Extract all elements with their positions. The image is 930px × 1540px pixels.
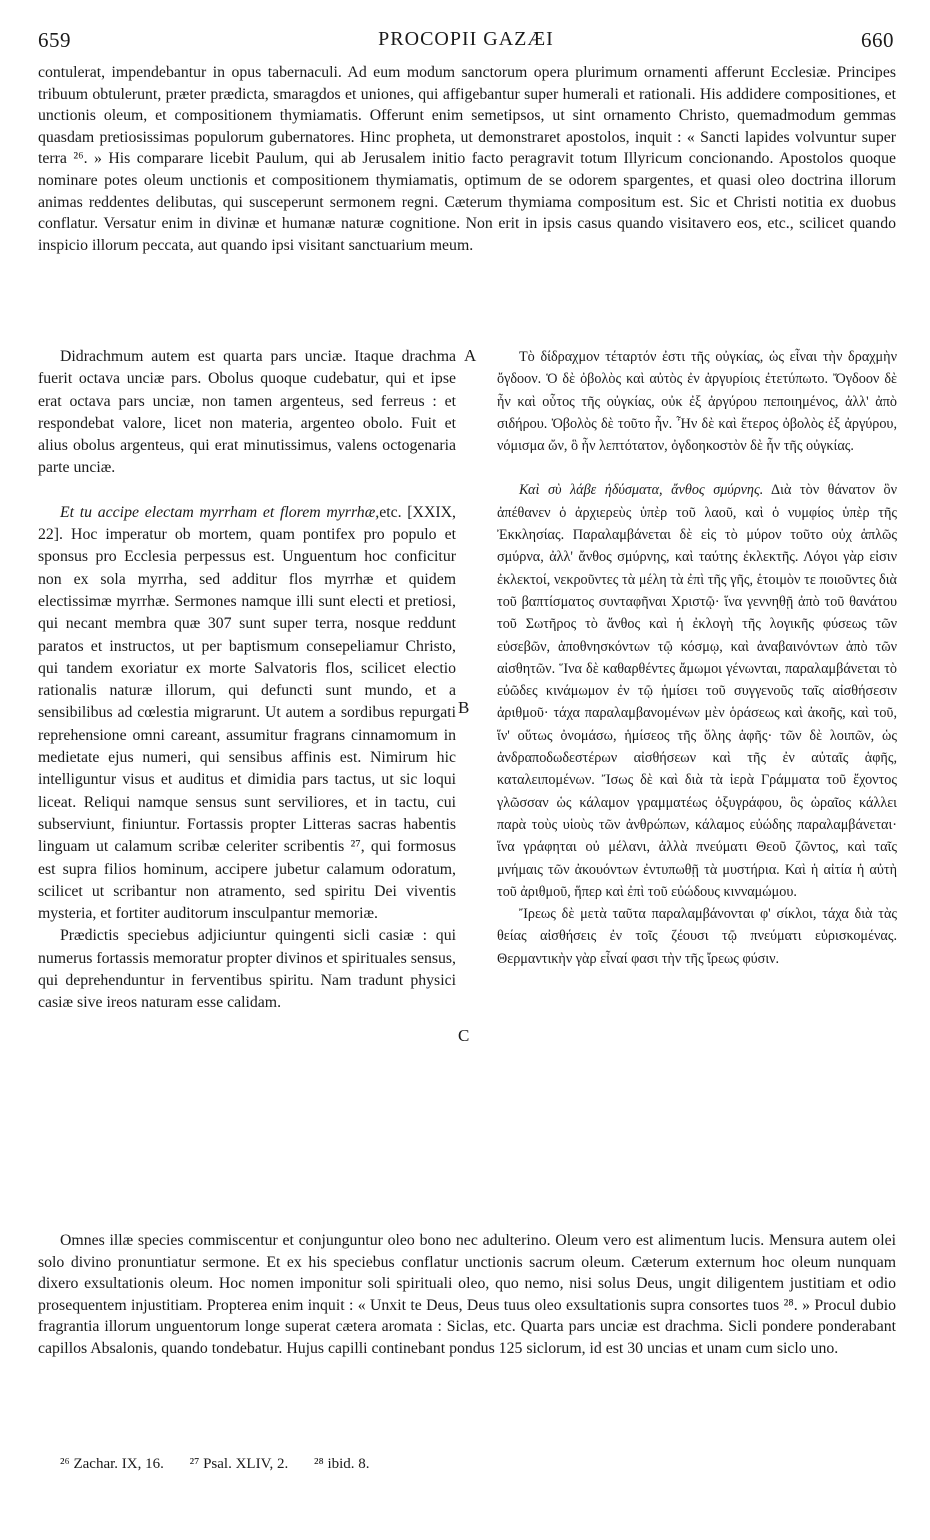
footnotes	[60, 1456, 860, 1473]
latin-paragraph-2	[38, 502, 456, 926]
page-number-right: 660	[861, 28, 894, 52]
latin-column	[38, 346, 456, 1015]
top-paragraph-block	[38, 62, 896, 256]
latin-lemma-etc: etc.	[379, 503, 402, 521]
greek-paragraph-2	[497, 479, 897, 903]
running-header	[38, 28, 894, 56]
greek-paragraph-3: Ἴρεως δὲ μετὰ ταῦτα παραλαμβάνονται φ' σίκλοι, τάχα διὰ τὰς θείας αἰσθήσεις ἐν τοῖς ζέουσι τῷ πνεύματι εὑρισκομένας. Θερμαντικὴν γὰρ εἶναί φασι τὴν τῆς ἴρεως φύσιν.	[497, 906, 897, 967]
section-marker-b: B	[458, 698, 470, 717]
footnote-27: ²⁷ Psal. XLIV, 2.	[189, 1456, 289, 1472]
bottom-paragraph-block	[38, 1230, 896, 1360]
latin-paragraph-3: Prædictis speciebus adjiciuntur quingenti sicli casiæ : qui numerus fortassis memoratur propter divinos et spirituales sensus, qui deprehenduntur in ferventibus spiritu. Nam tradunt physici casiæ sive ireos naturam esse calidam.	[38, 927, 456, 1012]
latin-paragraph-2-text: Hoc imperatur ob mortem, quam pontifex pro populo et sponsus pro Ecclesia perpessus est. Unguentum hoc conficitur non ex sola myrrha, sed additur flos myrrhæ et quidem electissimæ myrrhæ. Sermones namque illi sunt electi et pretiosi, qui necant membra quæ 307 sunt super terra, nosque reddunt paratos et instructos, ut per baptismum consepeliamur Christo, qui tandem exoriatur ex morte Salvatoris flos, scilicet electio rationalis naturæ illorum, qui defuncti sunt mundo, et a sensibilibus ad cœlestia migrarunt. Ut autem a sordibus repurgati reprehensione omni careant, assumitur fragrans cinnamomum in medietate ejus numeri, qui sensibus affinis est. Nimirum hic intelliguntur visus et auditus et dimidia pars tactus, ut sic loqui liceat. Reliqui namque sensus sunt serviliores, et in tactu, cui subserviunt, finiuntur. Fortassis propter Litteras sacras habentis linguam ut calamum scribæ celeriter scribentis ²⁷, qui formosus est supra filios hominum, accipere jubetur calamum odoratum, scilicet ut scribantur non atramento, sed spiritu Dei viventis mysteria, et fortiter auditorum insculpantur memoriæ.	[38, 526, 456, 923]
running-title: PROCOPII GAZÆI	[378, 28, 554, 50]
footnote-28: ²⁸ ibid. 8.	[313, 1456, 370, 1472]
greek-paragraph-1: Τὸ δίδραχμον τέταρτόν ἐστι τῆς οὐγκίας, ὡς εἶναι τὴν δραχμὴν ὄγδοον. Ὁ δὲ ὀβολὸς καὶ αὐτὸς ἐν ἀργυρίοις ἐτετύπωτο. Ὄγδοον δὲ ἦν καὶ οὗτος τῆς οὐγκίας, οὐκ ἐξ ἀργύρου πεποιημένος, ἀλλ' ἀπὸ σιδήρου. Ὀβολὸς δὲ τοῦτο ἦν. Ἦν δὲ καὶ ἕτερος ὀβολὸς ἐξ ἀργύρου, νόμισμα ὤν, ὃ ἦν λεπτότατον, ὀγδοηκοστὸν δὲ ἦν τῆς οὐγκίας.	[497, 349, 897, 455]
bottom-paragraph: Omnes illæ species commiscentur et conjunguntur oleo bono nec adulterino. Oleum vero est alimentum lucis. Mensura autem olei solo divino pronuntiatur sermone. Et ex his speciebus conflatur unctionis sacrum oleum. Cæterum externum hoc oleum nunquam dixero exsultationis oleum. Hoc nomen imponitur soli spirituali oleo, quo nemo, nisi solus Deus, ungit diligentem justitiam et odio prosequentem injustitiam. Propterea enim inquit : « Unxit te Deus, Deus tuus oleo exsultationis supra consortes tuos ²⁸. » Procul dubio fragrantia illorum unguentorum longe superat cætera aromata : Siclas, etc. Quarta pars unciæ est drachma. Sicli pondere ponderabant capillos Absalonis, quando tondebatur. Hujus capilli continebant pondus 125 siclorum, id est 30 uncias et unam cum siclo uno.	[38, 1232, 896, 1357]
section-marker-a: A	[464, 346, 477, 365]
page-number-left: 659	[38, 28, 71, 52]
section-marker-c: C	[458, 1026, 470, 1045]
greek-column	[497, 346, 897, 970]
latin-reference: [XXIX, 22].	[38, 503, 456, 544]
latin-lemma: Et tu accipe electam myrrham et florem myrrhæ,	[60, 503, 380, 521]
greek-paragraph-2-text: Διὰ τὸν θάνατον ὃν ἀπέθανεν ὁ ἀρχιερεὺς ὑπὲρ τοῦ λαοῦ, καὶ ὁ νυμφίος ὑπὲρ τῆς Ἐκκλησίας. Παραλαμβάνεται δὲ εἰς τὸ μύρον τοῦτο οὐχ ἁπλῶς σμύρνα, ἀλλ' ἄνθος σμύρνης, καὶ ταύτης ἐκλεκτῆς. Λόγοι γὰρ εἰσιν ἐκλεκτοί, νεκροῦντες τὰ μέλη τὰ ἐπὶ τῆς γῆς, ἑτοιμὸν τε ποιοῦντες διὰ τοῦ βαπτίσματος συνταφῆναι Χριστῷ· ἵνα γεννηθῇ ἀπὸ τοῦ θανάτου τοῦ Σωτῆρος τὸ ἄνθος καὶ ἡ ἐκλογὴ τῆς λογικῆς φύσεως τῶν εὐσεβῶν, ἀποθνησκόντων τῷ κόσμῳ, καὶ ἀναβαινόντων ἀπὸ τῶν αἰσθητῶν. Ἵνα δὲ καθαρθέντες ἄμωμοι γένωνται, παραλαμβάνεται τὸ εὐῶδες κινάμωμον ἐν τῷ ἡμίσει τοῦ συγγενοῦς ταῖς αἰσθήσεσιν ἀριθμοῦ· τάχα παραλαμβανομένων μὲν ὁράσεως καὶ ἀκοῆς, καὶ τοῦ, ἵν' οὕτως ὀνομάσω, ἡμίσεος τῆς ὅλης ἁφῆς· τῶν δὲ λοιπῶν, ὡς ἀνδραποδωδεστέρων αἰσθήσεων καὶ τῆς ἐν αὐταῖς ἁφῆς, καταλειπομένων. Ἴσως δὲ καὶ διὰ τὰ ἱερὰ Γράμματα τοῦ ἔχοντος γλῶσσαν ὡς κάλαμον γραμματέως ὀξυγράφου, ὃς ὡραῖος κάλλει παρὰ τοὺς υἱοὺς τῶν ἀνθρώπων, κάλαμος εὐώδης παραλαμβάνεται· ἵνα γράφηται οὐ μέλανι, ἀλλὰ πνεύματι Θεοῦ ζῶντος, καὶ ταῖς μνήμαις τῶν ἀκουόντων ἐντυπωθῇ τὰ μυστήρια. Καὶ ἡ αἰτία ἡ αὐτὴ τοῦ ἀριθμοῦ, ἥπερ καὶ ἐπὶ τοῦ εὐώδους κινναμώμου.	[497, 482, 897, 900]
top-paragraph: contulerat, impendebantur in opus tabernaculi. Ad eum modum sanctorum opera plurimum ornamenti afferunt Ecclesiæ. Principes tribuum obtulerunt, præter prædicta, smaragdos et uniones, qui affigebantur super humerali et rationali. His addidere compositiones, et unctionis oleum, et compositionem thymiamatis. Offerunt enim semetipsos, ut sint ornamento Christo, quemadmodum gemmas quasdam pretiosissimas populorum gubernatores. Hinc propheta, ut demonstraret apostolos, inquit : « Sancti lapides volvuntur super terra ²⁶. » His comparare licebit Paulum, qui ab Jerusalem initio facto peragravit totum Illyricum concionando. Apostolos quoque nominare potes oleum unctionis et compositionem thymiamatis, optimum de se odorem spargentes, et quasi oleo doctrina illorum animas reddentes delibutas, qui susceperunt sermonem regni. Cæterum thymiama compositum est. Sic et Christi notitia ex duobus conflatur. Versatur enim in divinæ et humanæ naturæ cognitione. Non erit in ipsis casus quando visitavero eos, etc., scilicet quando inspicio illorum peccata, aut quando ipsi visitant sanctuarium meum.	[38, 64, 896, 254]
latin-paragraph-1: Didrachmum autem est quarta pars unciæ. Itaque drachma fuerit octava unciæ pars. Obolus quoque cudebatur, qui et ipse erat octava pars unciæ, non tamen argenteus, sed ferreus : et respondebat valore, licet non materia, argenteo obolo. Fuit et alius obolus argenteus, qui erat minutissimus, valens octogenaria parte unciæ.	[38, 348, 456, 477]
greek-lemma: Καὶ σὺ λάβε ἡδύσματα, ἄνθος σμύρνης.	[519, 482, 764, 499]
footnote-26: ²⁶ Zachar. IX, 16.	[60, 1456, 164, 1472]
